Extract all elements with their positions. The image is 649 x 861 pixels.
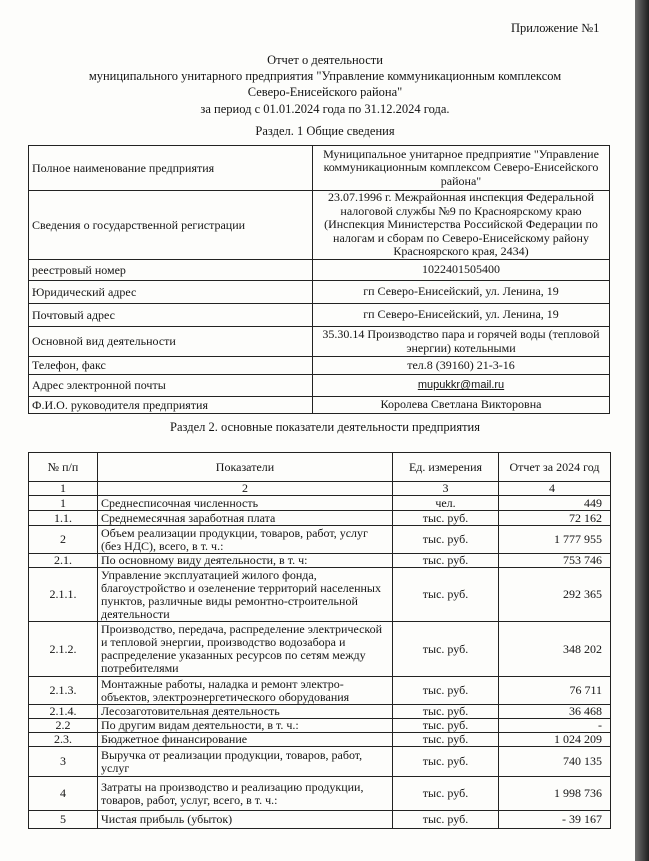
row-number: 4 (29, 777, 98, 811)
title-line-3: Северо-Енисейского района" (247, 85, 403, 99)
row-value: 76 711 (499, 677, 611, 705)
info-row (29, 191, 610, 260)
info-value: тел.8 (39160) 21-3-16 (313, 357, 610, 375)
info-value: Королева Светлана Викторовна (313, 397, 610, 414)
header-indicator: Показатели (98, 453, 393, 482)
row-value: 292 365 (499, 568, 611, 622)
info-key: Основной вид деятельности (29, 327, 313, 357)
info-row (29, 327, 610, 357)
row-number: 2.1.4. (29, 705, 98, 719)
info-key: Адрес электронной почты (29, 375, 313, 397)
row-number: 1 (29, 496, 98, 511)
row-number: 2.3. (29, 733, 98, 747)
column-number: 3 (393, 482, 499, 496)
row-unit: тыс. руб. (393, 719, 499, 733)
row-unit: тыс. руб. (393, 554, 499, 568)
table-row (29, 811, 611, 829)
info-value: гп Северо-Енисейский, ул. Ленина, 19 (313, 304, 610, 327)
row-value: 1 998 736 (499, 777, 611, 811)
row-number: 3 (29, 747, 98, 777)
row-indicator: Объем реализации продукции, товаров, работ, услуг (без НДС), всего, в т. ч.: (98, 526, 393, 554)
row-value: 740 135 (499, 747, 611, 777)
row-unit: тыс. руб. (393, 811, 499, 829)
row-value: 348 202 (499, 622, 611, 677)
section2-heading: Раздел 2. основные показатели деятельности предприятия (170, 420, 480, 434)
row-indicator: Производство, передача, распределение электрической и тепловой энергии, производство водозабора и распределение указанных ресурсов по сетям между потребителями (98, 622, 393, 677)
row-indicator: Среднесписочная численность (98, 496, 393, 511)
row-number: 2.2 (29, 719, 98, 733)
info-row (29, 281, 610, 304)
row-value: 1 024 209 (499, 733, 611, 747)
table-row (29, 705, 611, 719)
info-row (29, 146, 610, 191)
row-unit: тыс. руб. (393, 747, 499, 777)
row-number: 2.1.3. (29, 677, 98, 705)
section1-heading: Раздел. 1 Общие сведения (255, 124, 395, 138)
row-value: 449 (499, 496, 611, 511)
table-row (29, 496, 611, 511)
column-number-row (29, 482, 611, 496)
row-indicator: По основному виду деятельности, в т. ч: (98, 554, 393, 568)
column-number: 4 (499, 482, 611, 496)
info-value: гп Северо-Енисейский, ул. Ленина, 19 (313, 281, 610, 304)
row-unit: тыс. руб. (393, 511, 499, 526)
row-indicator: Лесозаготовительная деятельность (98, 705, 393, 719)
info-key: Ф.И.О. руководителя предприятия (29, 397, 313, 414)
info-value: Муниципальное унитарное предприятие "Управление коммуникационным комплексом Северо-Енисейского района" (313, 146, 610, 191)
header-report: Отчет за 2024 год (499, 453, 611, 482)
indicators-table (28, 452, 611, 829)
row-unit: тыс. руб. (393, 705, 499, 719)
info-value: 35.30.14 Производство пара и горячей воды (тепловой энергии) котельными (313, 327, 610, 357)
row-number: 2.1.1. (29, 568, 98, 622)
table-row (29, 554, 611, 568)
info-row (29, 260, 610, 281)
report-period: за период с 01.01.2024 года по 31.12.2024 года. (200, 102, 450, 116)
header-unit: Ед. измерения (393, 453, 499, 482)
row-unit: чел. (393, 496, 499, 511)
title-line-1: Отчет о деятельности (267, 53, 383, 67)
table-row (29, 733, 611, 747)
info-key: Почтовый адрес (29, 304, 313, 327)
row-unit: тыс. руб. (393, 777, 499, 811)
info-row (29, 304, 610, 327)
header-number: № п/п (29, 453, 98, 482)
table-row (29, 622, 611, 677)
row-indicator: Монтажные работы, наладка и ремонт электро-объектов, электроэнергетического оборудования (98, 677, 393, 705)
column-number: 1 (29, 482, 98, 496)
table-row (29, 777, 611, 811)
row-unit: тыс. руб. (393, 677, 499, 705)
info-row (29, 375, 610, 397)
row-value: 72 162 (499, 511, 611, 526)
row-indicator: Затраты на производство и реализацию продукции, товаров, работ, услуг, всего, в т. ч.: (98, 777, 393, 811)
report-title (40, 52, 610, 100)
info-key: Юридический адрес (29, 281, 313, 304)
info-key: Телефон, факс (29, 357, 313, 375)
table-row (29, 677, 611, 705)
row-number: 5 (29, 811, 98, 829)
row-value: 36 468 (499, 705, 611, 719)
row-indicator: Среднемесячная заработная плата (98, 511, 393, 526)
row-indicator: Бюджетное финансирование (98, 733, 393, 747)
column-number: 2 (98, 482, 393, 496)
info-key: Сведения о государственной регистрации (29, 191, 313, 260)
row-number: 1.1. (29, 511, 98, 526)
row-unit: тыс. руб. (393, 526, 499, 554)
table-row (29, 747, 611, 777)
info-value: 1022401505400 (313, 260, 610, 281)
row-number: 2 (29, 526, 98, 554)
scan-dark-edge (635, 0, 649, 861)
appendix-label: Приложение №1 (511, 21, 600, 35)
row-number: 2.1. (29, 554, 98, 568)
table-row (29, 719, 611, 733)
title-line-2: муниципального унитарного предприятия "Управление коммуникационным комплексом (88, 69, 562, 83)
row-unit: тыс. руб. (393, 622, 499, 677)
info-value: 23.07.1996 г. Межрайонная инспекция Федеральной налоговой службы №9 по Красноярскому краю (Инспекция Министерства Российской Федерации по налогам и сборам по Северо-Енисейскому району Красноярского края, 2434) (313, 191, 610, 260)
table-row (29, 568, 611, 622)
header-row (29, 453, 611, 482)
row-indicator: Управление эксплуатацией жилого фонда, благоустройство и озеленение территорий населенных пунктов, различные виды ремонтно-строительной деятельности (98, 568, 393, 622)
info-row (29, 397, 610, 414)
row-value: 1 777 955 (499, 526, 611, 554)
info-row (29, 357, 610, 375)
row-number: 2.1.2. (29, 622, 98, 677)
table-row (29, 511, 611, 526)
email-link[interactable]: mupukkr@mail.ru (417, 379, 505, 392)
info-key: реестровый номер (29, 260, 313, 281)
row-indicator: По другим видам деятельности, в т. ч.: (98, 719, 393, 733)
info-key: Полное наименование предприятия (29, 146, 313, 191)
table-row (29, 526, 611, 554)
general-info-table (28, 145, 610, 414)
row-indicator: Выручка от реализации продукции, товаров, работ, услуг (98, 747, 393, 777)
row-unit: тыс. руб. (393, 733, 499, 747)
row-value: - (499, 719, 611, 733)
row-value: - 39 167 (499, 811, 611, 829)
row-unit: тыс. руб. (393, 568, 499, 622)
row-value: 753 746 (499, 554, 611, 568)
row-indicator: Чистая прибыль (убыток) (98, 811, 393, 829)
